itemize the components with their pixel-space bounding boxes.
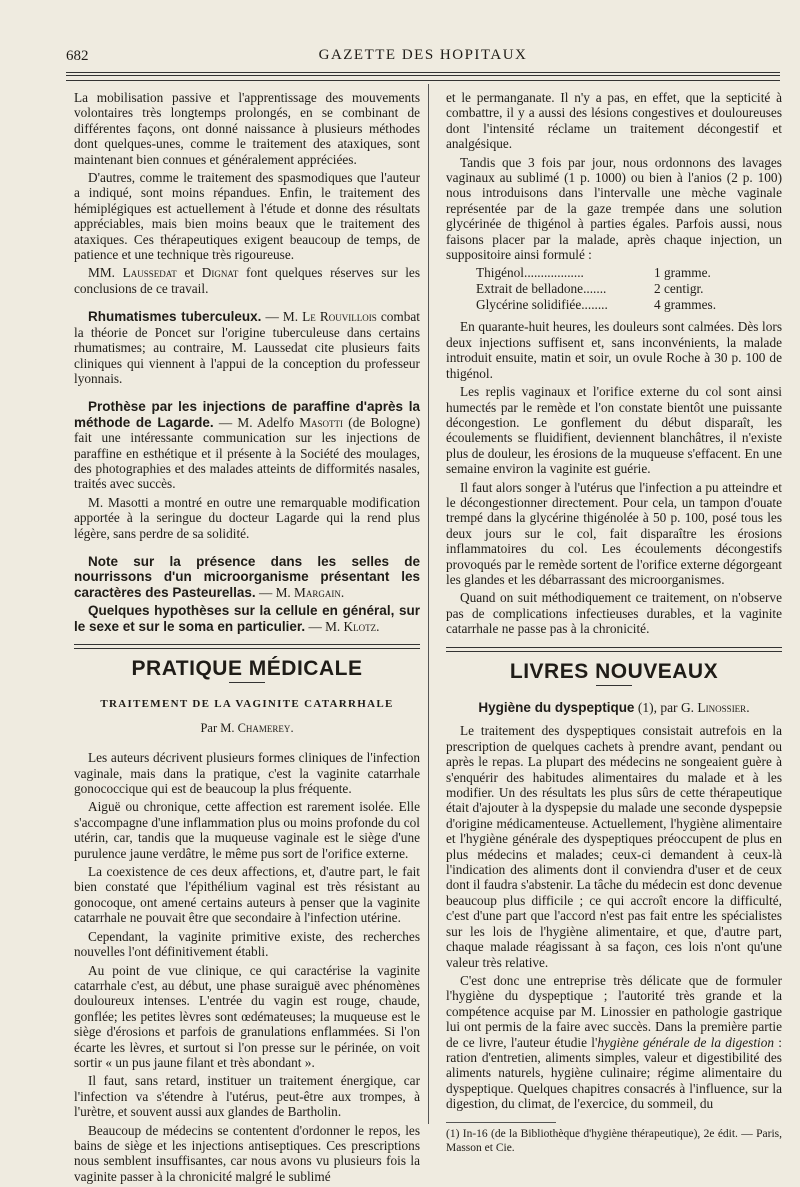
prescription-formula (476, 265, 782, 313)
book-review-title: Hygiène du dyspeptique (1), par G. Linossier. (478, 700, 750, 715)
communication-heading: Note sur la présence dans les selles de nourrissons d'un microorganisme présentant les caractères des Pasteurellas. (74, 553, 420, 600)
communication-heading: Rhumatismes tuberculeux. (88, 309, 262, 325)
paragraph: Au point de vue clinique, ce qui caractérise la vaginite catarrhale c'est, au début, une phase suraiguë avec phénomènes douloureux intenses. L'entrée du vagin est rouge, chaude, gonflée; les petites lèvres sont œdémateuses; la muqueuse est le siège d'érosions et parfois de granulations enflammées. Si l'on écarte les lèvres, et surtout si l'on presse sur le périnée, on voit sortir « un pus jaune filant et très abondant ». (74, 962, 420, 1070)
communication-prothese: Prothèse par les injections de paraffine d'après la méthode de Lagarde. — M. Adelfo Masotti (de Bologne) fait une intéressante communication sur les injections de paraffine en esthétique et il présente à la Société des moulages, des photographies et des malades atteints de difformités nasales, traités avec succès. (74, 399, 421, 492)
paragraph: et le permanganate. Il n'y a pas, en effet, que la septicité à combattre, il y a aussi des lésions congestives et douloureuses dont l'intensité réclame un traitement décongestif et analgésique. (446, 90, 782, 152)
paragraph: C'est donc une entreprise très délicate que de formuler l'hygiène du dyspeptique ; l'autorité très grande et la compétence acquise par M. Linossier en pathologie gastrique lui ont permis de la faire avec succès. Dans la première partie de ce livre, l'auteur étudie l'hygiène générale de la digestion : ration d'entretien, aliments simples, valeur et digestibilité des aliments naturels, hygiène culinaire; régime alimentaire du dyspeptique. Quelques chapitres consacrés à l'influence, sur la digestion, du climat, de l'exercice, du sommeil, du (446, 972, 782, 1112)
formula-row: Glycérine solidifiée........ 4 grammes. (476, 297, 717, 313)
communication-hypotheses: Quelques hypothèses sur la cellule en général, sur le sexe et sur le soma en particulier. — M. Klotz. (74, 603, 420, 634)
section-separator (74, 644, 420, 649)
section-title: LIVRES NOUVEAUX (509, 659, 719, 683)
byline: Par M. Chamerey. (200, 720, 294, 735)
right-column (446, 90, 782, 1158)
footnote: (1) In-16 (de la Bibliothèque d'hygiène thérapeutique), 2e édit. — Paris, Masson et Cie. (446, 1127, 782, 1154)
header-rule-thin (66, 75, 780, 76)
section-separator (446, 647, 782, 652)
author-name: Chamerey (237, 720, 291, 735)
paragraph: Les auteurs décrivent plusieurs formes cliniques de l'infection vaginale, mais dans la pratique, c'est la vaginite catarrhale gonococcique qui est de beaucoup la plus fréquente. (74, 750, 420, 797)
footnote-rule (446, 1122, 556, 1123)
header-rule (66, 72, 780, 73)
author-name: Margain (294, 584, 341, 600)
author-name: Klotz (343, 618, 377, 634)
paragraph: Quand on suit méthodiquement ce traitement, on n'observe pas de complications infectieuses durables, et la vaginite catarrhale ne passe pas à la chronicité. (446, 590, 782, 637)
paragraph: La coexistence de ces deux affections, et, d'autre part, le fait bien constaté que l'épithélium vaginal est très résistant au gonocoque, ont amené certains auteurs à penser que la vaginite catarrhale ne pouvait être que secondaire à l'infection utérine. (74, 864, 420, 926)
communication-heading: Prothèse par les injections de paraffine d'après la méthode de Lagarde. (74, 399, 420, 430)
paragraph: MM. Laussedat et Dignat font quelques réserves sur les conclusions de ce travail. (74, 265, 421, 296)
left-column (74, 90, 420, 1187)
formula-row: Extrait de belladone....... 2 centigr. (476, 281, 704, 297)
author-name: Masotti (299, 414, 344, 430)
communication-heading: Quelques hypothèses sur la cellule en général, sur le sexe et sur le soma en particulier. (74, 603, 420, 634)
emphasis: hygiène générale de la digestion (597, 1034, 775, 1050)
author-name: Dignat (201, 265, 239, 281)
book-title: Hygiène du dyspeptique (478, 700, 635, 715)
paragraph: D'autres, comme le traitement des spasmodiques que l'auteur a indiqué, sont moins répandues. Enfin, le traitement des hémiplégiques est actuellement à l'étude et donne des résultats appréciables, mais bien moins beaux que le traitement des ataxiques. Ces thérapeutiques exigent beaucoup de temps, de patience et une technique très rigoureuse. (74, 170, 420, 263)
title-rule (596, 685, 632, 686)
formula-row: Thigénol.................. 1 gramme. (476, 265, 711, 281)
paragraph: Beaucoup de médecins se contentent d'ordonner le repos, les bains de siège et les injections antiseptiques. Ces prescriptions nous semblent insuffisantes, car nous avons vu plusieurs fois la vaginite passer à la chronicité malgré le sublimé (74, 1122, 420, 1184)
communication-note: Note sur la présence dans les selles de nourrissons d'un microorganisme présentant les caractères des Pasteurellas. — M. Margain. (74, 553, 420, 600)
communication-rhumatismes: Rhumatismes tuberculeux. — M. Le Rouvillois combat la théorie de Poncet sur l'origine tuberculeuse dans certains rhumatismes; au contraire, M. Laussedat cite plusieurs faits cliniques qui viennent à l'appui de la conception du professeur lyonnais. (74, 309, 421, 386)
journal-title: GAZETTE DES HOPITAUX (318, 47, 528, 63)
header-rule-bottom (66, 80, 780, 81)
page-header (66, 44, 780, 68)
author-name: Le Rouvillois (302, 309, 377, 325)
column-divider (428, 84, 429, 1124)
paragraph: En quarante-huit heures, les douleurs sont calmées. Dès lors deux injections suffisent et, sans inconvénients, la malade introduit ensuite, matin et soir, un ovule Roche à 30 p. 100 de thigénol. (446, 319, 782, 381)
paragraph: Cependant, la vaginite primitive existe, des recherches nouvelles l'ont définitivement établi. (74, 928, 420, 960)
section-title: PRATIQUE MÉDICALE (131, 657, 363, 680)
paragraph: M. Masotti a montré en outre une remarquable modification apportée à la seringue du docteur Lagarde qui la rend plus légère, sans perdre de sa solidité. (74, 494, 420, 541)
author-name: Laussedat (122, 265, 177, 281)
paragraph: Il faut alors songer à l'utérus que l'infection a pu atteindre et le décongestionner directement. Pour cela, un tampon d'ouate trempé dans la glycérine thigénolée à 50 p. 100, posé tous les deux jours sur le col, fait disparaître les érosions inflammatoires du col. Les écoulements décongestifs provoqués par le remède sortent de l'orifice externe dégorgeant les glandes et les débarrassant des microorganismes. (446, 479, 782, 587)
paragraph: Aiguë ou chronique, cette affection est rarement isolée. Elle s'accompagne d'une inflammation plus ou moins profonde du col utérin, car, tandis que la muqueuse vaginale est le siège d'une purulence jaune verdâtre, le même pus sort de l'orifice externe. (74, 799, 421, 861)
article-title: TRAITEMENT DE LA VAGINITE CATARRHALE (100, 698, 394, 711)
paragraph: La mobilisation passive et l'apprentissage des mouvements volontaires très longtemps prolongés, en se combinant de différentes façons, ont donné naissance à plusieurs méthodes dont quelques-unes, comme le traitement des ataxiques, sont maintenant bien connues et généralement appréciées. (74, 90, 420, 167)
paragraph: Tandis que 3 fois par jour, nous ordonnons des lavages vaginaux au sublimé (1 p. 1000) ou bien à l'anios (2 p. 100) nous introduisons dans l'intervalle une mèche vaginale représentée par de la gaze trempée dans une solution glycérinée de thigénol à parties égales. Parfois aussi, nous faisons placer par la malade, après chaque injection, un suppositoire ainsi formulé : (446, 154, 782, 263)
paragraph: Les replis vaginaux et l'orifice externe du col sont ainsi humectés par le remède et l'on constate bientôt une puissante décongestion. Le gonflement du début disparaît, les écoulements se fluidifient, deviennent blanchâtres, il n'existe plus de douleur, les érosions de la muqueuse s'effacent. En une semaine environ la vaginite est guérie. (446, 384, 782, 477)
paragraph: Le traitement des dyspeptiques consistait autrefois en la prescription de quelques cachets à prendre avant, pendant ou après le repas. La plupart des médecins ne songeaient guère à s'enquérir des habitudes alimentaires du malade et à les modifier. Un des résultats les plus sûrs de cette thérapeutique était d'ajouter à la dyspepsie du malade une seconde dyspepsie d'origine médicamenteuse. Actuellement, l'hygiène alimentaire et l'hygiène générale des dyspeptiques préoccupent de plus en plus médecins et malades; ceux-ci demandent à ceux-là l'indication des aliments dont il conviendra d'user et de ceux dont il faudra s'abstenir. La tâche du médecin est donc devenue beaucoup plus difficile ; ce qui accroît encore la difficulté, c'est d'une part que l'accord n'est pas fait entre les spécialistes sur les lois de l'hygiène alimentaire, et que, d'autre part, chaque malade réagissant à sa façon, ces lois n'ont qu'une valeur très relative. (446, 723, 782, 970)
title-rule (229, 682, 265, 683)
author-name: G. Linossier (680, 700, 747, 715)
page-number: 682 (66, 48, 89, 64)
paragraph: Il faut, sans retard, instituer un traitement énergique, car l'infection va s'étendre à l'utérus, peut-être aux trompes, à l'urètre, et souvent aussi aux glandes de Bartholin. (74, 1073, 420, 1120)
